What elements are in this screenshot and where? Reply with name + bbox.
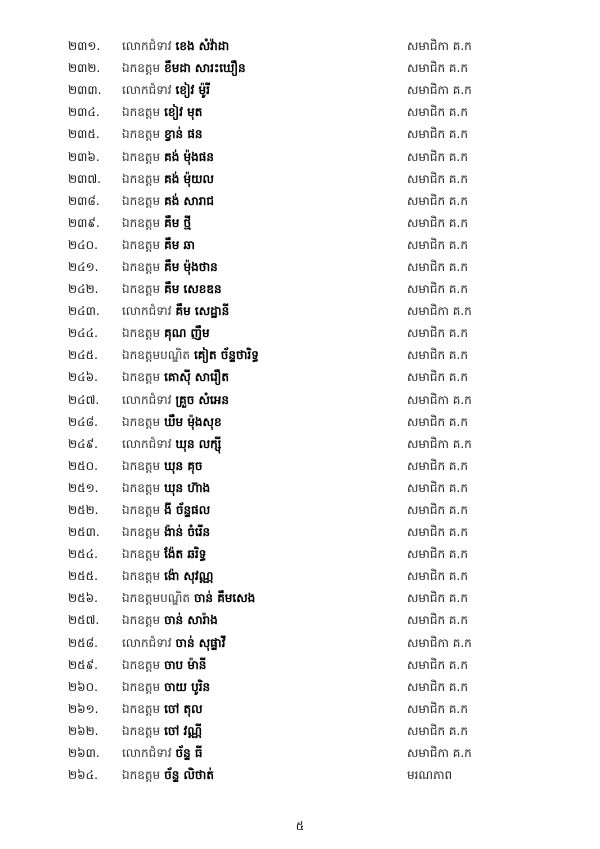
list-item: [0, 765, 600, 787]
member-name: គឹម សេដ្ឋានី: [175, 304, 230, 319]
member-status: សមាជិកា គ.ក: [407, 746, 472, 761]
member-status: សមាជិក គ.ក: [407, 569, 468, 584]
member-status: សមាជិក គ.ក: [407, 193, 468, 208]
title-text: ឯកឧត្តម: [122, 414, 161, 429]
item-number: ២៥១.: [68, 480, 99, 495]
member-status: សមាជិក គ.ក: [407, 127, 468, 142]
honorific-title: [122, 104, 202, 122]
item-number: ២៣៤.: [68, 105, 100, 120]
honorific-title: [122, 502, 210, 520]
member-name: ចាន់ សារ៉ាង: [164, 613, 218, 628]
honorific-title: [122, 369, 229, 387]
list-item: [0, 235, 600, 257]
item-number: ២៤០.: [68, 237, 98, 252]
member-name: ចាយ បូរិន: [164, 679, 211, 694]
list-item: [0, 301, 600, 323]
member-status: សមាជិក គ.ក: [407, 237, 468, 252]
item-number: ២៥៥.: [68, 569, 98, 584]
item-number: ២៤៦.: [68, 370, 98, 385]
title-text: ឯកឧត្តម: [122, 282, 161, 297]
honorific-title: [122, 414, 222, 432]
title-text: ឯកឧត្តម: [122, 61, 161, 76]
member-status: សមាជិក គ.ក: [407, 657, 468, 672]
honorific-title: [122, 392, 229, 410]
title-text: ឯកឧត្តម: [122, 326, 161, 341]
member-status: សមាជិកា គ.ក: [407, 83, 472, 98]
member-name: ចាន់ គឹមសេង: [193, 591, 256, 606]
list-item: [0, 80, 600, 102]
title-text: ឯកឧត្តម: [122, 370, 161, 385]
title-text: ឯកឧត្តមបណ្ឌិត: [122, 348, 190, 363]
title-text: លោកជំទាវ: [122, 746, 172, 761]
member-name: គឹម ម៉ុងថាន: [164, 259, 218, 274]
member-name: គោស៊ី សារឿត: [164, 370, 229, 385]
honorific-title: [122, 458, 203, 476]
list-item: [0, 102, 600, 124]
member-name: គ្រួច សំអេន: [175, 392, 229, 407]
member-status: សមាជិក គ.ក: [407, 525, 468, 540]
title-text: ឯកឧត្តម: [122, 215, 161, 230]
member-name: ខេង សំវ៉ាដា: [175, 39, 230, 54]
item-number: ២៦១.: [68, 701, 99, 716]
member-name: ខៀវ ម៉ូរី: [175, 83, 210, 98]
list-item: [0, 544, 600, 566]
item-number: ២៥២.: [68, 503, 99, 518]
member-status: សមាជិកា គ.ក: [407, 392, 472, 407]
item-number: ២៣៧.: [68, 171, 101, 186]
list-item: [0, 456, 600, 478]
item-number: ២៦២.: [68, 723, 99, 738]
member-name: ង៉ាន់ ចំរើន: [164, 525, 211, 540]
honorific-title: [122, 679, 210, 697]
member-status: សមាជិក គ.ក: [407, 282, 468, 297]
honorific-title: [122, 193, 214, 211]
list-item: [0, 279, 600, 301]
honorific-title: [122, 723, 202, 741]
page-number: ៥: [295, 819, 305, 833]
member-name: ខៀវ មុត: [164, 105, 203, 120]
title-text: ឯកឧត្តម: [122, 480, 161, 495]
list-item: [0, 677, 600, 699]
member-name: ឃុន ហ៊ាង: [164, 480, 211, 495]
list-item: [0, 146, 600, 168]
list-item: [0, 721, 600, 743]
honorific-title: [122, 215, 191, 233]
list-item: [0, 58, 600, 80]
honorific-title: [122, 568, 213, 586]
honorific-title: [122, 524, 210, 542]
member-status: សមាជិក គ.ក: [407, 723, 468, 738]
title-text: លោកជំទាវ: [122, 635, 172, 650]
list-item: [0, 743, 600, 765]
member-status: សមាជិក គ.ក: [407, 591, 468, 606]
title-text: ឯកឧត្តម: [122, 149, 161, 164]
honorific-title: [122, 701, 203, 719]
title-text: ឯកឧត្តម: [122, 503, 161, 518]
honorific-title: [122, 635, 225, 653]
honorific-title: [122, 82, 210, 100]
honorific-title: [122, 126, 203, 144]
item-number: ២៣២.: [68, 61, 101, 76]
honorific-title: [122, 281, 222, 299]
item-number: ២៣៩.: [68, 215, 100, 230]
list-item: [0, 434, 600, 456]
honorific-title: [122, 745, 203, 763]
title-text: ឯកឧត្តម: [122, 237, 161, 252]
member-name: គឹម ថ្មី: [164, 215, 192, 230]
member-status: សមាជិក គ.ក: [407, 370, 468, 385]
honorific-title: [122, 325, 210, 343]
member-status: សមាជិក គ.ក: [407, 480, 468, 495]
member-name: ចាន់ សុផ្ទាវី: [175, 635, 226, 650]
item-number: ២៥៤.: [68, 547, 98, 562]
member-list: [0, 36, 600, 787]
list-item: [0, 500, 600, 522]
member-status: សមាជិក គ.ក: [407, 701, 468, 716]
member-name: គង់ ម៉ុយល: [164, 171, 214, 186]
member-name: ខឹមដា សារះឃឿន: [164, 61, 246, 76]
title-text: ឯកឧត្តម: [122, 547, 161, 562]
member-name: ឃុន លក្ស៊ី: [175, 436, 222, 451]
list-item: [0, 323, 600, 345]
list-item: [0, 191, 600, 213]
member-name: គុណ ញឹម: [164, 326, 210, 341]
item-number: ២៦៤.: [68, 768, 98, 783]
title-text: លោកជំទាវ: [122, 304, 172, 319]
member-status: សមាជិក គ.ក: [407, 215, 468, 230]
honorific-title: [122, 347, 259, 365]
item-number: ២៣៦.: [68, 149, 100, 164]
title-text: ឯកឧត្តម: [122, 657, 161, 672]
title-text: ឯកឧត្តម: [122, 193, 161, 208]
item-number: ២៤៧.: [68, 392, 100, 407]
honorific-title: [122, 149, 214, 167]
honorific-title: [122, 612, 218, 630]
list-item: [0, 213, 600, 235]
member-name: គង់ ម៉ុងផន: [164, 149, 214, 164]
item-number: ២៥៣.: [68, 525, 100, 540]
list-item: [0, 478, 600, 500]
title-text: ឯកឧត្តម: [122, 613, 161, 628]
item-number: ២៤៥.: [68, 348, 98, 363]
member-name: ង៉ោ សុវណ្ណ: [164, 569, 214, 584]
honorific-title: [122, 767, 214, 785]
member-name: គង់ សារាជ: [164, 193, 214, 208]
member-status: សមាជិកា គ.ក: [407, 39, 472, 54]
list-item: [0, 124, 600, 146]
title-text: ឯកឧត្តម: [122, 525, 161, 540]
member-name: ចៅ តុល: [164, 701, 203, 716]
honorific-title: [122, 590, 255, 608]
list-item: [0, 390, 600, 412]
member-name: ច័ន្ទ ធី: [175, 746, 203, 761]
list-item: [0, 610, 600, 632]
title-text: ឯកឧត្តម: [122, 127, 161, 142]
item-number: ២៦០.: [68, 679, 98, 694]
member-status: សមាជិក គ.ក: [407, 503, 468, 518]
honorific-title: [122, 657, 206, 675]
title-text: លោកជំទាវ: [122, 83, 172, 98]
item-number: ២៣១.: [68, 39, 101, 54]
member-status: សមាជិកា គ.ក: [407, 304, 472, 319]
member-name: ងី ច័ន្ទផល: [164, 503, 211, 518]
member-name: ឃឹម ម៉ុងសុខ: [164, 414, 222, 429]
title-text: ឯកឧត្តម: [122, 768, 161, 783]
member-name: ចៅ វណ្ណី: [164, 723, 202, 738]
member-status: សមាជិក គ.ក: [407, 326, 468, 341]
item-number: ២៤៣.: [68, 304, 100, 319]
honorific-title: [122, 171, 214, 189]
honorific-title: [122, 546, 206, 564]
item-number: ២៤៨.: [68, 414, 98, 429]
item-number: ២៤៤.: [68, 326, 98, 341]
item-number: ២៥៧.: [68, 613, 100, 628]
item-number: ២៥៨.: [68, 635, 98, 650]
item-number: ២៥៩.: [68, 657, 98, 672]
honorific-title: [122, 436, 221, 454]
item-number: ២៤៩.: [68, 436, 98, 451]
member-name: ច័ន្ទ លិថាត់: [164, 768, 214, 783]
item-number: ២៥៦.: [68, 591, 98, 606]
member-name: គៀត ច័ន្ទថារិទ្ធ: [193, 348, 259, 363]
member-status: សមាជិក គ.ក: [407, 61, 468, 76]
member-name: ខ្វាន់ ផន: [164, 127, 203, 142]
title-text: ឯកឧត្តម: [122, 105, 161, 120]
list-item: [0, 169, 600, 191]
title-text: ឯកឧត្តម: [122, 679, 161, 694]
honorific-title: [122, 38, 229, 56]
member-status: សមាជិក គ.ក: [407, 348, 468, 363]
list-item: [0, 36, 600, 58]
title-text: ឯកឧត្តម: [122, 569, 161, 584]
member-status: មរណភាព: [407, 768, 453, 783]
title-text: លោកជំទាវ: [122, 392, 172, 407]
item-number: ២៤១.: [68, 259, 99, 274]
title-text: ឯកឧត្តម: [122, 458, 161, 473]
member-status: សមាជិក គ.ក: [407, 613, 468, 628]
honorific-title: [122, 259, 218, 277]
member-name: ចាប ម៉ានី: [164, 657, 207, 672]
item-number: ២៦៣.: [68, 746, 100, 761]
member-status: សមាជិក គ.ក: [407, 259, 468, 274]
title-text: ឯកឧត្តម: [122, 723, 161, 738]
member-status: សមាជិក គ.ក: [407, 171, 468, 186]
member-status: សមាជិក គ.ក: [407, 679, 468, 694]
list-item: [0, 367, 600, 389]
member-name: ង៉ែត ឆរិទ្ធ: [164, 547, 207, 562]
item-number: ២៣៨.: [68, 193, 100, 208]
list-item: [0, 633, 600, 655]
member-status: សមាជិក គ.ក: [407, 458, 468, 473]
item-number: ២៤២.: [68, 282, 99, 297]
honorific-title: [122, 480, 210, 498]
member-status: សមាជិកា គ.ក: [407, 436, 472, 451]
member-status: សមាជិក គ.ក: [407, 547, 468, 562]
title-text: ឯកឧត្តម: [122, 701, 161, 716]
title-text: លោកជំទាវ: [122, 39, 172, 54]
item-number: ២៣៥.: [68, 127, 100, 142]
honorific-title: [122, 60, 246, 78]
member-status: សមាជិកា គ.ក: [407, 635, 472, 650]
member-name: គឹម សេខឌន: [164, 282, 222, 297]
honorific-title: [122, 303, 229, 321]
list-item: [0, 345, 600, 367]
member-status: សមាជិក គ.ក: [407, 149, 468, 164]
member-status: សមាជិក គ.ក: [407, 105, 468, 120]
list-item: [0, 257, 600, 279]
list-item: [0, 522, 600, 544]
title-text: ឯកឧត្តម: [122, 259, 161, 274]
title-text: លោកជំទាវ: [122, 436, 172, 451]
list-item: [0, 588, 600, 610]
list-item: [0, 412, 600, 434]
title-text: ឯកឧត្តម: [122, 171, 161, 186]
member-status: សមាជិក គ.ក: [407, 414, 468, 429]
list-item: [0, 655, 600, 677]
item-number: ២៣៣.: [68, 83, 102, 98]
list-item: [0, 566, 600, 588]
member-name: គឹម ឆា: [164, 237, 195, 252]
list-item: [0, 699, 600, 721]
member-name: ឃុន គុច: [164, 458, 203, 473]
item-number: ២៥០.: [68, 458, 98, 473]
title-text: ឯកឧត្តមបណ្ឌិត: [122, 591, 190, 606]
honorific-title: [122, 237, 195, 255]
